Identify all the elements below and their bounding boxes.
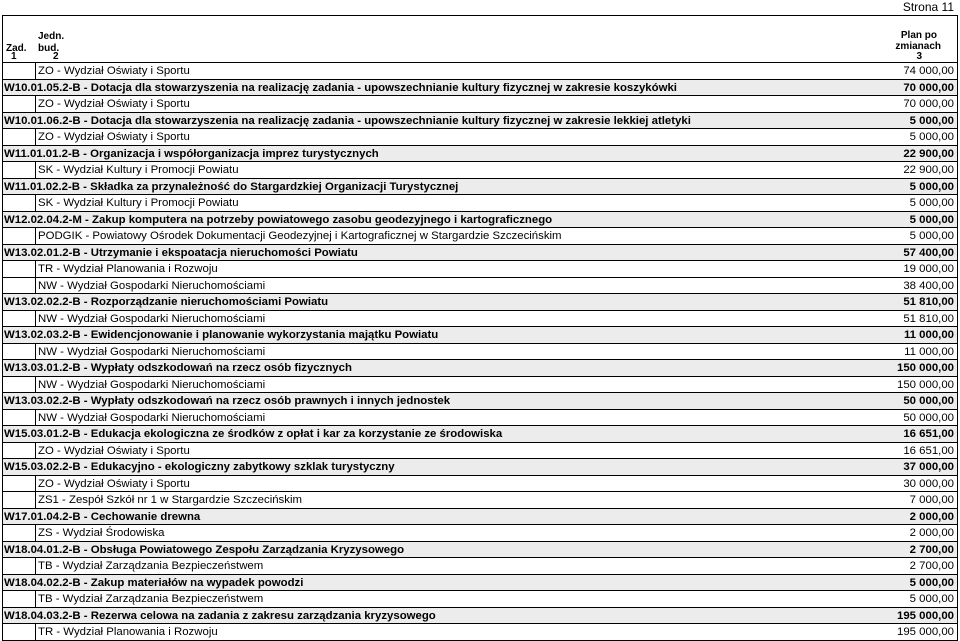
unit-row <box>2 63 958 80</box>
task-row <box>2 80 958 97</box>
task-name: W13.02.03.2-B - Ewidencjonowanie i planowanie wykorzystania majątku Powiatu <box>4 329 439 341</box>
header-col-number-1: 1 <box>11 51 17 62</box>
task-row <box>2 509 958 526</box>
header-col-number-2: 2 <box>53 51 59 62</box>
plan-amount: 5 000,00 <box>909 230 954 242</box>
unit-row <box>2 228 958 245</box>
unit-row <box>2 558 958 575</box>
plan-amount: 11 000,00 <box>903 329 954 341</box>
plan-amount: 16 651,00 <box>903 444 954 457</box>
task-row <box>2 245 958 262</box>
unit-name: ZO - Wydział Oświaty i Sportu <box>35 96 873 112</box>
unit-name: NW - Wydział Gospodarki Nieruchomościami <box>35 344 873 360</box>
unit-name: NW - Wydział Gospodarki Nieruchomościami <box>35 410 873 426</box>
plan-amount: 5 000,00 <box>909 180 954 193</box>
header-bud-label: bud. <box>38 43 60 54</box>
unit-name: TB - Wydział Zarządzania Bezpieczeństwem <box>35 558 873 574</box>
plan-amount: 2 700,00 <box>909 560 954 572</box>
unit-row <box>2 278 958 295</box>
plan-amount: 22 900,00 <box>903 164 954 176</box>
plan-amount: 70 000,00 <box>903 98 954 110</box>
plan-amount: 30 000,00 <box>903 477 954 490</box>
task-name: W12.02.04.2-M - Zakup komputera na potrzeby powiatowego zasobu geodezyjnego i kartograficznego <box>4 213 553 226</box>
task-name: W15.03.01.2-B - Edukacja ekologiczna ze środków z opłat i kar za korzystanie ze środowiska <box>4 428 503 440</box>
task-name: W11.01.02.2-B - Składka za przynależność do Stargardzkiej Organizacji Turystycznej <box>4 180 459 193</box>
unit-row <box>2 311 958 328</box>
unit-row <box>2 96 958 113</box>
task-name: W17.01.04.2-B - Cechowanie drewna <box>4 510 201 523</box>
plan-amount: 2 700,00 <box>909 543 954 556</box>
task-row <box>2 459 958 476</box>
task-name: W18.04.02.2-B - Zakup materiałów na wypadek powodzi <box>4 576 304 589</box>
task-row <box>2 360 958 377</box>
task-row <box>2 113 958 130</box>
task-name: W10.01.05.2-B - Dotacja dla stowarzyszenia na realizację zadania - upowszechnianie kultury fizycznej w zakresie koszykówki <box>4 81 677 94</box>
unit-name: NW - Wydział Gospodarki Nieruchomościami <box>35 278 873 294</box>
plan-amount: 50 000,00 <box>903 395 954 407</box>
plan-amount: 11 000,00 <box>904 345 954 358</box>
plan-amount: 51 810,00 <box>903 312 954 325</box>
unit-row <box>2 443 958 460</box>
unit-row <box>2 492 958 509</box>
plan-amount: 16 651,00 <box>903 428 954 440</box>
task-row <box>2 542 958 559</box>
task-name: W13.03.02.2-B - Wypłaty odszkodowań na rzecz osób prawnych i innych jednostek <box>4 395 451 407</box>
unit-name: SK - Wydział Kultury i Promocji Powiatu <box>35 162 873 178</box>
budget-table-body <box>2 63 958 641</box>
unit-name: NW - Wydział Gospodarki Nieruchomościami <box>35 311 873 327</box>
plan-amount: 150 000,00 <box>896 362 954 374</box>
task-name: W18.04.01.2-B - Obsługa Powiatowego Zespołu Zarządzania Kryzysowego <box>4 543 405 556</box>
plan-amount: 195 000,00 <box>896 626 954 638</box>
plan-amount: 38 400,00 <box>903 279 954 292</box>
unit-name: TB - Wydział Zarządzania Bezpieczeństwem <box>35 591 873 607</box>
task-name: W18.04.03.2-B - Rezerwa celowa na zadania z zakresu zarządzania kryzysowego <box>4 609 436 622</box>
page-number: Strona 11 <box>902 0 954 14</box>
unit-row <box>2 377 958 394</box>
task-row <box>2 426 958 443</box>
task-name: W13.02.02.2-B - Rozporządzanie nieruchomościami Powiatu <box>4 296 329 308</box>
unit-row <box>2 410 958 427</box>
plan-amount: 19 000,00 <box>903 263 954 275</box>
plan-amount: 7 000,00 <box>909 494 954 506</box>
plan-amount: 195 000,00 <box>896 609 954 622</box>
task-name: W13.03.01.2-B - Wypłaty odszkodowań na rzecz osób fizycznych <box>4 362 352 374</box>
task-row <box>2 575 958 592</box>
plan-amount: 2 000,00 <box>909 510 954 523</box>
plan-amount: 57 400,00 <box>903 246 954 259</box>
task-name: W13.02.01.2-B - Utrzymanie i ekspoatacja nieruchomości Powiatu <box>4 246 358 259</box>
header-jedn-label: Jedn. <box>38 31 65 42</box>
plan-amount: 2 000,00 <box>909 527 954 539</box>
unit-row <box>2 624 958 641</box>
plan-amount: 5 000,00 <box>909 576 954 589</box>
table-header <box>2 15 958 63</box>
unit-row <box>2 344 958 361</box>
unit-row <box>2 476 958 493</box>
task-row <box>2 327 958 344</box>
unit-row <box>2 129 958 146</box>
plan-amount: 51 810,00 <box>903 296 954 308</box>
unit-name: PODGIK - Powiatowy Ośrodek Dokumentacji Geodezyjnej i Kartograficznej w Stargardzie Szczecińskim <box>35 228 873 244</box>
unit-name: NW - Wydział Gospodarki Nieruchomościami <box>35 377 873 393</box>
unit-name: TR - Wydział Planowania i Rozwoju <box>35 624 873 640</box>
header-zmianach-label: zmianach <box>895 41 941 52</box>
plan-amount: 5 000,00 <box>909 213 954 226</box>
plan-amount: 70 000,00 <box>903 81 954 94</box>
plan-amount: 5 000,00 <box>909 593 954 605</box>
header-plan-label: Plan po <box>900 30 937 41</box>
unit-name: ZO - Wydział Oświaty i Sportu <box>35 129 873 145</box>
task-row <box>2 393 958 410</box>
task-name: W10.01.06.2-B - Dotacja dla stowarzyszenia na realizację zadania - upowszechnianie kultury fizycznej w zakresie lekkiej atletyki <box>4 114 691 127</box>
unit-row <box>2 591 958 608</box>
unit-name: ZS - Wydział Środowiska <box>35 525 873 541</box>
task-name: W15.03.02.2-B - Edukacyjno - ekologiczny zabytkowy szklak turystyczny <box>4 461 395 473</box>
plan-amount: 150 000,00 <box>896 378 954 391</box>
task-row <box>2 179 958 196</box>
unit-row <box>2 261 958 278</box>
plan-amount: 5 000,00 <box>909 131 954 143</box>
unit-name: ZO - Wydział Oświaty i Sportu <box>35 443 873 459</box>
unit-name: ZS1 - Zespół Szkół nr 1 w Stargardzie Szczecińskim <box>35 492 873 508</box>
plan-amount: 50 000,00 <box>903 411 954 424</box>
plan-amount: 5 000,00 <box>909 197 954 209</box>
header-zad-label: Zad. <box>6 43 27 54</box>
task-row <box>2 146 958 163</box>
unit-row <box>2 195 958 212</box>
plan-amount: 37 000,00 <box>903 461 954 473</box>
unit-name: ZO - Wydział Oświaty i Sportu <box>35 476 873 492</box>
task-row <box>2 608 958 625</box>
task-row <box>2 294 958 311</box>
unit-row <box>2 162 958 179</box>
plan-amount: 5 000,00 <box>909 114 954 127</box>
header-col-number-3: 3 <box>916 51 922 62</box>
plan-amount: 22 900,00 <box>903 147 954 160</box>
task-row <box>2 212 958 229</box>
unit-name: SK - Wydział Kultury i Promocji Powiatu <box>35 195 873 211</box>
unit-name: TR - Wydział Planowania i Rozwoju <box>35 261 873 277</box>
unit-row <box>2 525 958 542</box>
task-name: W11.01.01.2-B - Organizacja i współorganizacja imprez turystycznych <box>4 147 379 160</box>
plan-amount: 74 000,00 <box>903 65 954 77</box>
unit-name: ZO - Wydział Oświaty i Sportu <box>35 63 873 79</box>
